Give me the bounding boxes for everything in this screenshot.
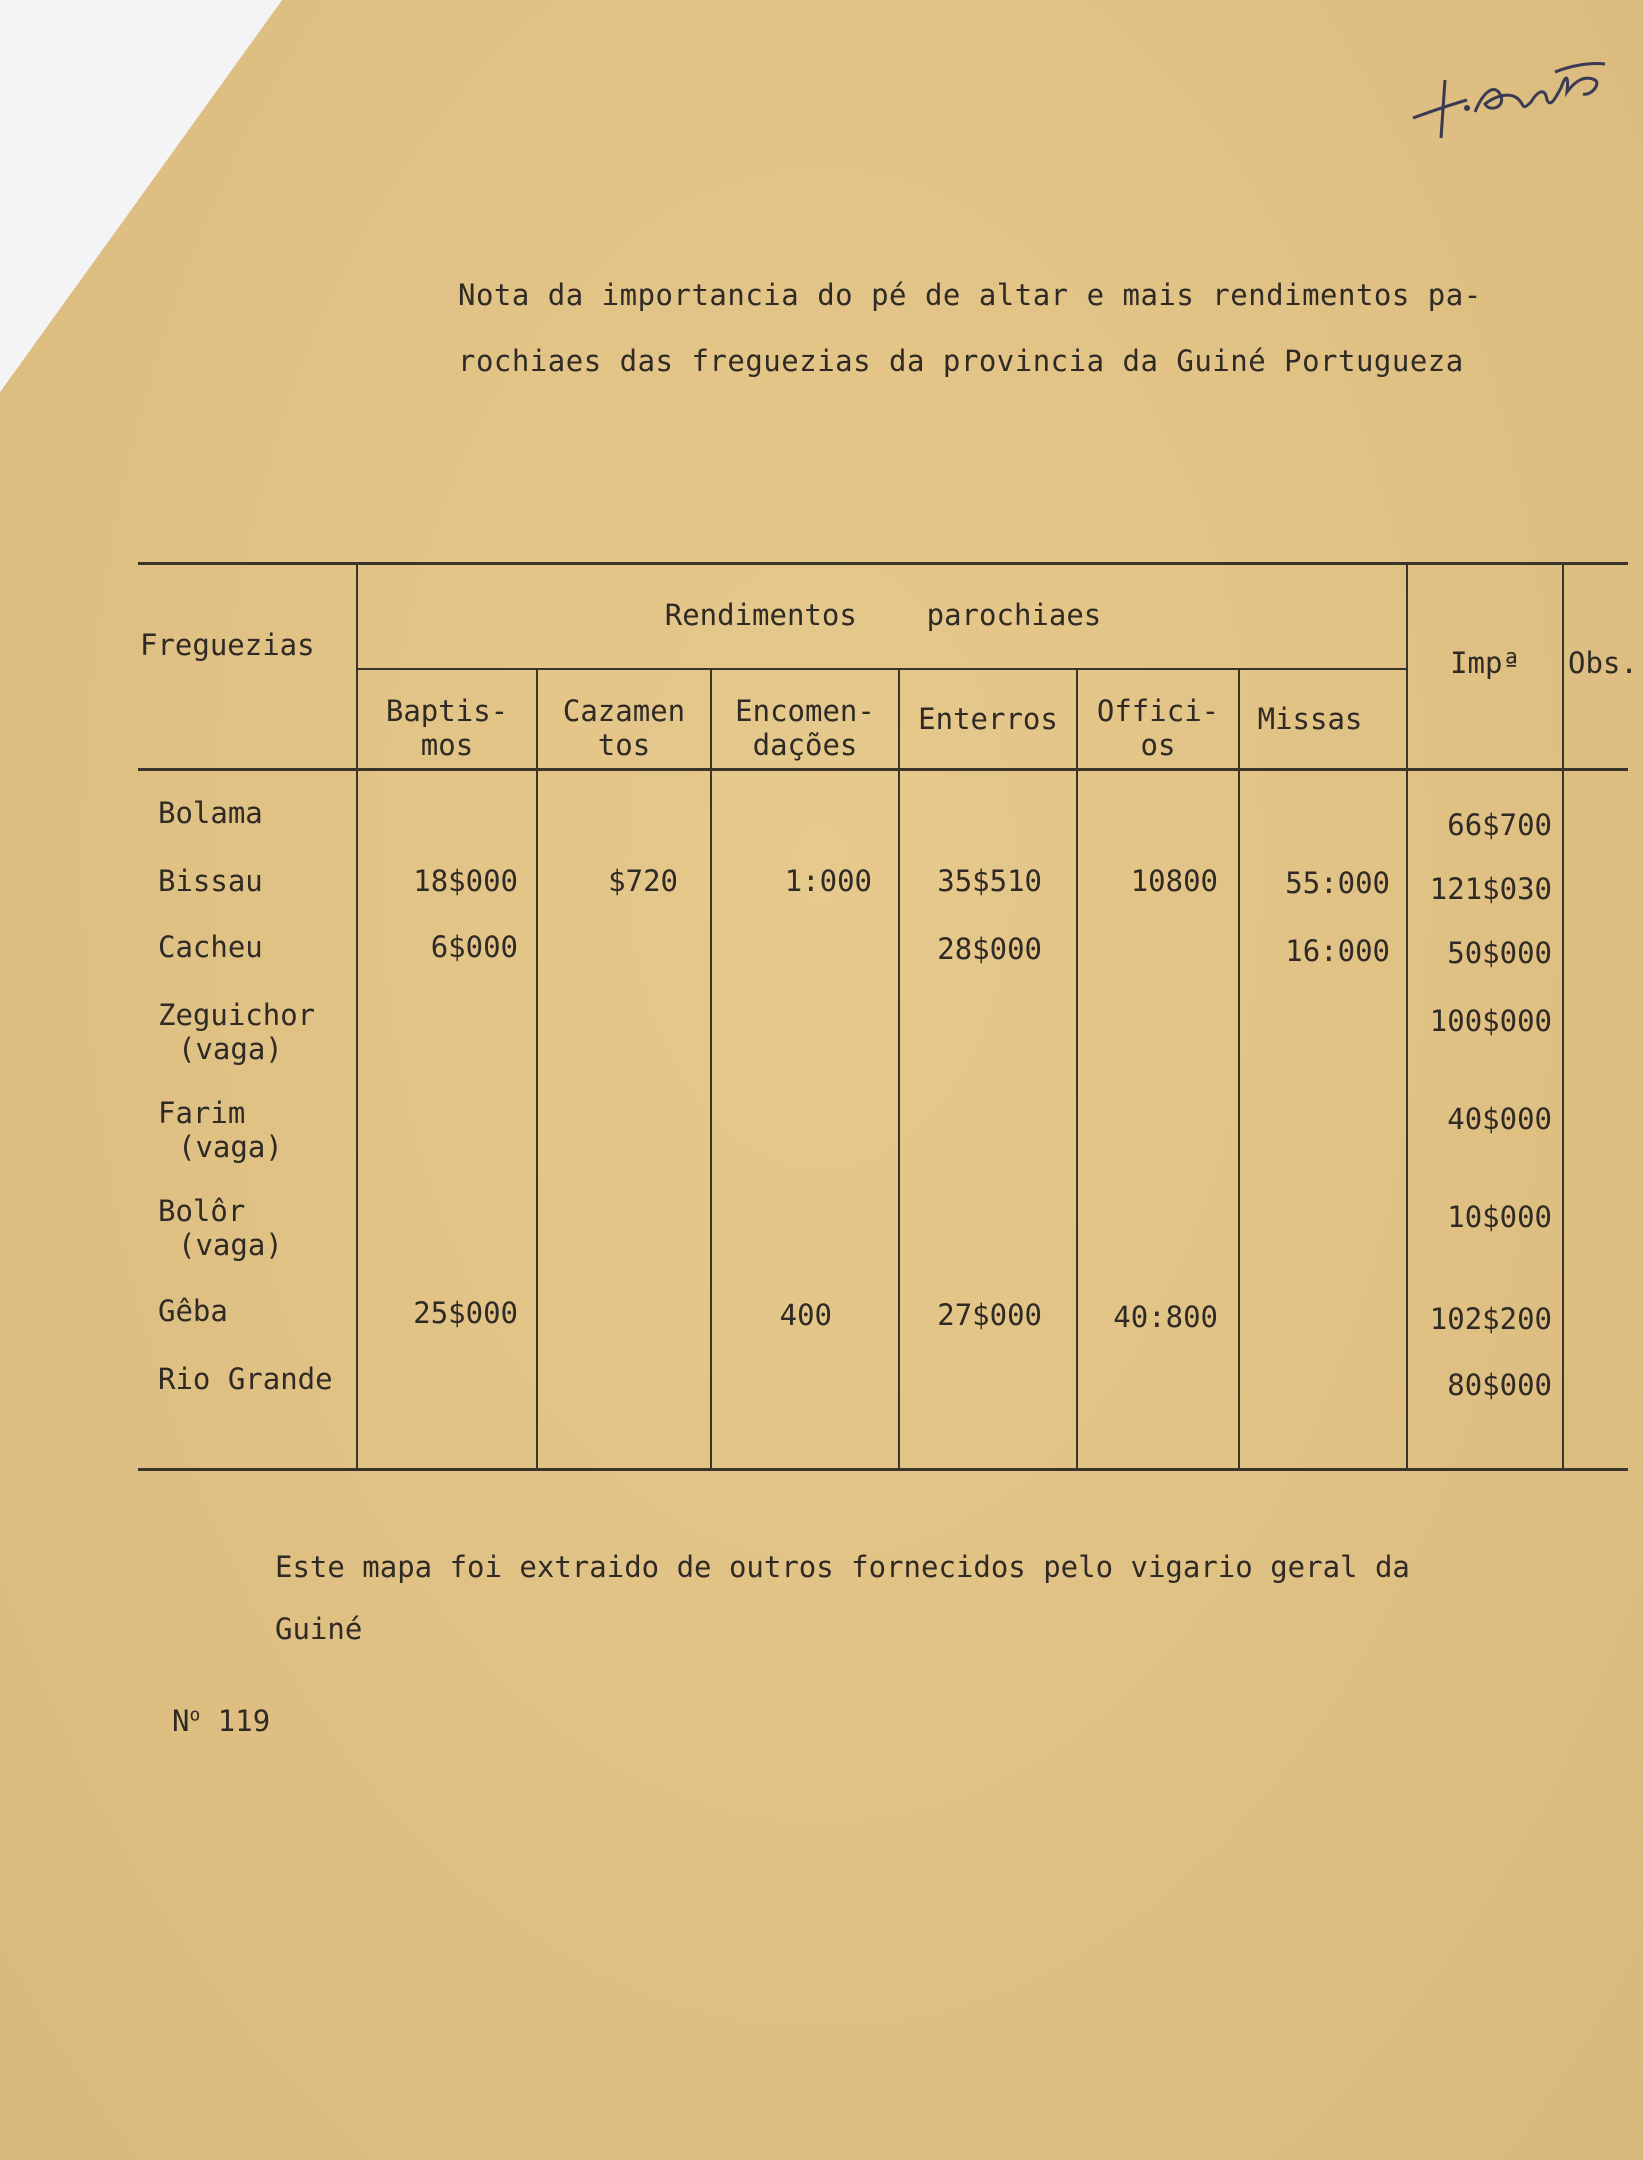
header-baptismos-line-1: Baptis- bbox=[385, 694, 509, 728]
col-divider-cazamentos bbox=[710, 668, 712, 1470]
row-name-line-2: (vaga) bbox=[178, 1032, 283, 1066]
footer-line-1: Este mapa foi extraido de outros fornecidos pelo vigario geral da bbox=[275, 1550, 1410, 1584]
row-name: Gêba bbox=[158, 1294, 228, 1328]
row-name: Bolama bbox=[158, 796, 263, 830]
header-officios bbox=[1078, 694, 1238, 762]
row-name bbox=[158, 1096, 283, 1164]
col-divider-officios bbox=[1238, 668, 1240, 1470]
header-encomendacoes bbox=[712, 694, 898, 762]
document-number-sup: o bbox=[189, 1704, 201, 1726]
header-bottom-rule bbox=[138, 768, 1628, 771]
header-obs: Obs. bbox=[1568, 646, 1638, 680]
row-enterros: 28$000 bbox=[937, 932, 1042, 966]
document-number-value: 119 bbox=[217, 1704, 271, 1738]
row-missas: 55:000 bbox=[1285, 866, 1390, 900]
header-cazamentos-line-2: tos bbox=[597, 728, 651, 762]
row-name bbox=[158, 1194, 283, 1262]
group-header-rule bbox=[358, 668, 1406, 670]
row-baptismos: 25$000 bbox=[413, 1296, 518, 1330]
row-encomendacoes: 400 bbox=[779, 1298, 832, 1332]
row-importancia: 50$000 bbox=[1447, 936, 1552, 970]
document-number-prefix: N bbox=[172, 1704, 190, 1738]
header-missas: Missas bbox=[1257, 702, 1363, 736]
row-name-line-1: Zeguichor bbox=[158, 998, 316, 1032]
title-line-2: rochiaes das freguezias da provincia da Guiné Portugueza bbox=[458, 344, 1464, 378]
row-importancia: 10$000 bbox=[1447, 1200, 1552, 1234]
revenue-table bbox=[138, 562, 1638, 1482]
row-name: Bissau bbox=[158, 864, 263, 898]
row-name: Rio Grande bbox=[158, 1362, 333, 1396]
table-top-rule bbox=[138, 562, 1628, 565]
row-name-line-1: Farim bbox=[158, 1096, 246, 1130]
title-line-1: Nota da importancia do pé de altar e mais rendimentos pa- bbox=[458, 278, 1482, 312]
table-bottom-rule bbox=[138, 1468, 1628, 1471]
row-importancia: 40$000 bbox=[1447, 1102, 1552, 1136]
row-importancia: 80$000 bbox=[1447, 1368, 1552, 1402]
row-importancia: 121$030 bbox=[1429, 872, 1552, 906]
footer-line-2: Guiné bbox=[275, 1612, 363, 1646]
header-encomendacoes-line-2: dações bbox=[752, 728, 858, 762]
col-divider-encomendacoes bbox=[898, 668, 900, 1470]
row-name-line-1: Bolôr bbox=[158, 1194, 246, 1228]
header-officios-line-1: Offici- bbox=[1096, 694, 1220, 728]
row-name: Cacheu bbox=[158, 930, 263, 964]
row-encomendacoes: 1:000 bbox=[784, 864, 872, 898]
row-baptismos: 6$000 bbox=[430, 930, 518, 964]
row-enterros: 27$000 bbox=[937, 1298, 1042, 1332]
row-enterros: 35$510 bbox=[937, 864, 1042, 898]
header-baptismos-line-2: mos bbox=[420, 728, 474, 762]
row-missas: 16:000 bbox=[1285, 934, 1390, 968]
row-importancia: 66$700 bbox=[1447, 808, 1552, 842]
row-importancia: 100$000 bbox=[1429, 1004, 1552, 1038]
header-freguezias: Freguezias bbox=[140, 628, 315, 662]
footer-note bbox=[275, 1536, 1605, 1660]
col-divider-importancia bbox=[1562, 562, 1564, 1470]
row-name bbox=[158, 998, 315, 1066]
row-officios: 10800 bbox=[1130, 864, 1218, 898]
header-rendimentos-parochiaes: Rendimentos parochiaes bbox=[664, 598, 1102, 632]
row-name-line-2: (vaga) bbox=[178, 1130, 283, 1164]
header-baptismos bbox=[358, 694, 536, 762]
col-divider-enterros bbox=[1076, 668, 1078, 1470]
row-baptismos: 18$000 bbox=[413, 864, 518, 898]
col-divider-baptismos bbox=[536, 668, 538, 1470]
header-enterros: Enterros bbox=[918, 702, 1058, 736]
header-cazamentos-line-1: Cazamen bbox=[562, 694, 686, 728]
document-number bbox=[172, 1704, 270, 1738]
row-name-line-2: (vaga) bbox=[178, 1228, 283, 1262]
header-cazamentos bbox=[538, 694, 710, 762]
row-cazamentos: $720 bbox=[608, 864, 678, 898]
document-title bbox=[458, 262, 1608, 394]
row-officios: 40:800 bbox=[1113, 1300, 1218, 1334]
handwritten-signature bbox=[1405, 52, 1615, 142]
header-officios-line-2: os bbox=[1140, 728, 1176, 762]
row-importancia: 102$200 bbox=[1429, 1302, 1552, 1336]
header-encomendacoes-line-1: Encomen- bbox=[735, 694, 875, 728]
header-importancia: Impª bbox=[1450, 646, 1520, 680]
